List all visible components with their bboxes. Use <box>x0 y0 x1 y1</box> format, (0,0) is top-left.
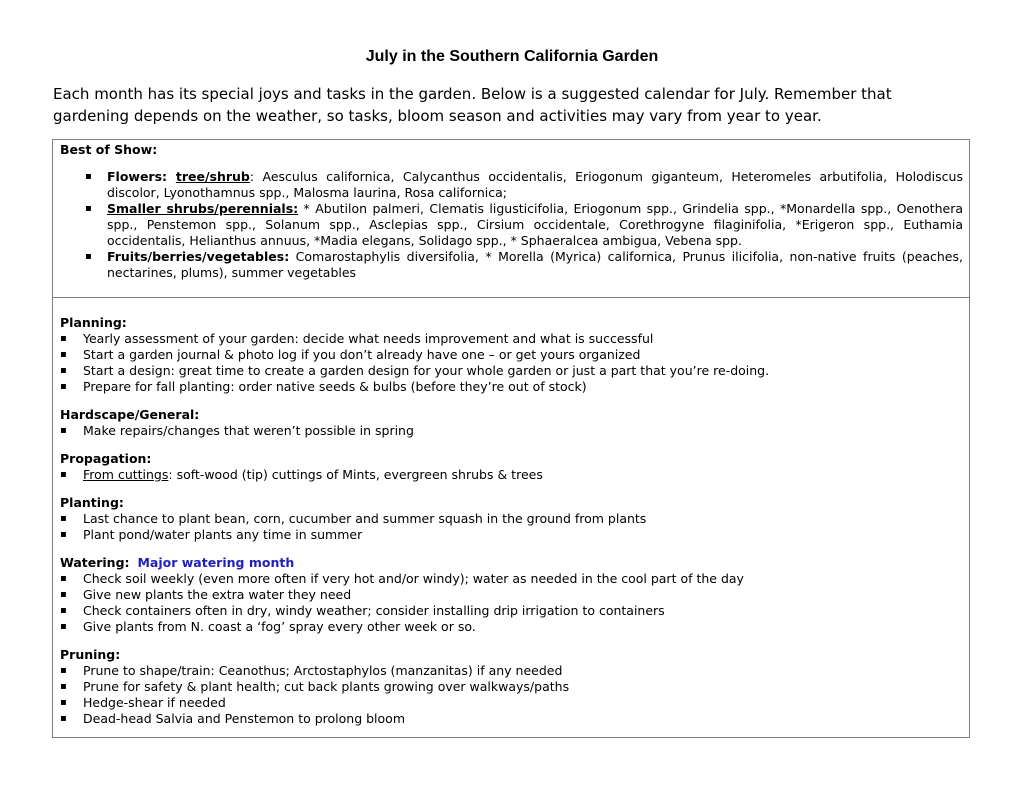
list-item-text: Give plants from N. coast a ‘fog’ spray every other week or so. <box>83 619 476 634</box>
propagation-section <box>60 451 963 483</box>
list-item <box>60 663 963 679</box>
square-bullet-icon: ▪ <box>60 681 67 692</box>
task-list <box>60 511 963 543</box>
task-list <box>60 663 963 727</box>
task-list <box>60 467 963 483</box>
from-cuttings-text: From cuttings <box>83 467 169 482</box>
section-heading-row <box>60 555 963 571</box>
list-item-text: Prune for safety & plant health; cut back plants growing over walkways/paths <box>83 679 570 694</box>
section-heading: Propagation: <box>60 451 152 466</box>
square-bullet-icon: ▪ <box>60 513 67 524</box>
tasks-box <box>52 297 970 738</box>
square-bullet-icon: ▪ <box>60 713 67 724</box>
best-item-label-suffix: : <box>249 169 255 184</box>
intro-paragraph <box>53 83 993 127</box>
best-item-text: * Abutilon palmeri, Clematis ligusticifolia, Eriogonum spp., Grindelia spp., *Monardella spp., Oenothera spp., Penstemon spp., Solanum spp., Asclepias spp., Cirsium occidentale, Corethrogyne filaginifolia, *Erigeron spp., Euthamia occidentalis, Helianthus annuus, *Madia elegans, Solidago spp., * Sphaeralcea ambigua, Vebena spp. <box>107 201 963 248</box>
list-item-text: Check containers often in dry, windy weather; consider installing drip irrigation to containers <box>83 603 665 618</box>
list-item <box>60 379 963 395</box>
square-bullet-icon: ▪ <box>85 171 92 182</box>
page-title: July in the Southern California Garden <box>365 48 659 65</box>
list-item-text: Hedge-shear if needed <box>83 695 226 710</box>
list-item-text: Prune to shape/train: Ceanothus; Arctostaphylos (manzanitas) if any needed <box>83 663 563 678</box>
section-heading: Hardscape/General: <box>60 407 200 422</box>
list-item <box>60 363 963 379</box>
square-bullet-icon: ▪ <box>60 589 67 600</box>
list-item-text: Last chance to plant bean, corn, cucumber and summer squash in the ground from plants <box>83 511 647 526</box>
best-item-label-underlined: tree/shrub <box>175 169 250 184</box>
square-bullet-icon: ▪ <box>60 469 67 480</box>
best-item-text: Comarostaphylis diversifolia, * Morella (Myrica) californica, Prunus ilicifolia, non-native fruits (peaches, nectarines, plums), summer vegetables <box>107 249 963 280</box>
list-item-text: Give new plants the extra water they need <box>83 587 352 602</box>
best-item-label: Fruits/berries/vegetables: <box>107 249 290 264</box>
list-item-text: : soft-wood (tip) cuttings of Mints, evergreen shrubs & trees <box>168 467 543 482</box>
major-watering-highlight: Major watering month <box>137 555 295 570</box>
square-bullet-icon: ▪ <box>60 349 67 360</box>
list-item <box>60 619 963 635</box>
list-item <box>60 711 963 727</box>
square-bullet-icon: ▪ <box>60 697 67 708</box>
list-item <box>60 423 963 439</box>
square-bullet-icon: ▪ <box>60 425 67 436</box>
list-item <box>60 511 963 527</box>
best-item-fruits <box>60 249 963 281</box>
list-item <box>60 331 963 347</box>
intro-line: Each month has its special joys and tasks in the garden. Below is a suggested calendar for July. Remember that <box>53 85 892 103</box>
best-of-show-box <box>52 139 970 298</box>
square-bullet-icon: ▪ <box>60 573 67 584</box>
square-bullet-icon: ▪ <box>60 665 67 676</box>
section-heading: Pruning: <box>60 647 121 662</box>
list-item-text: Start a garden journal & photo log if you don’t already have one – or get yours organized <box>83 347 641 362</box>
watering-section <box>60 555 963 635</box>
square-bullet-icon: ▪ <box>60 621 67 632</box>
list-item <box>60 587 963 603</box>
list-item <box>60 527 963 543</box>
best-item-smaller-shrubs <box>60 201 963 249</box>
best-of-show-list <box>60 169 963 281</box>
square-bullet-icon: ▪ <box>60 529 67 540</box>
hardscape-section <box>60 407 963 439</box>
section-heading: Watering: <box>60 555 130 570</box>
task-list <box>60 571 963 635</box>
list-item <box>60 679 963 695</box>
list-item <box>60 467 963 483</box>
task-list <box>60 423 963 439</box>
section-heading: Planning: <box>60 315 127 330</box>
square-bullet-icon: ▪ <box>60 605 67 616</box>
square-bullet-icon: ▪ <box>60 365 67 376</box>
square-bullet-icon: ▪ <box>85 203 92 214</box>
best-item-flowers <box>60 169 963 201</box>
planting-section <box>60 495 963 543</box>
section-heading: Planting: <box>60 495 124 510</box>
list-item-text: Dead-head Salvia and Penstemon to prolong bloom <box>83 711 405 726</box>
planning-section <box>60 315 963 395</box>
list-item-text: Plant pond/water plants any time in summer <box>83 527 363 542</box>
intro-line: gardening depends on the weather, so tasks, bloom season and activities may vary from year to year. <box>53 107 822 125</box>
list-item-text: Start a design: great time to create a garden design for your whole garden or just a part that you’re re-doing. <box>83 363 770 378</box>
best-item-text: Aesculus californica, Calycanthus occidentalis, Eriogonum giganteum, Heteromeles arbutifolia, Holodiscus discolor, Lyonothamnus spp., Malosma laurina, Rosa californica; <box>107 169 963 200</box>
list-item-text: Yearly assessment of your garden: decide what needs improvement and what is successful <box>83 331 654 346</box>
list-item-text: Check soil weekly (even more often if very hot and/or windy); water as needed in the cool part of the day <box>83 571 744 586</box>
list-item-text: Prepare for fall planting: order native seeds & bulbs (before they’re out of stock) <box>83 379 587 394</box>
square-bullet-icon: ▪ <box>60 381 67 392</box>
list-item <box>60 695 963 711</box>
square-bullet-icon: ▪ <box>85 251 92 262</box>
best-item-label-underlined: Smaller shrubs/perennials: <box>107 201 299 216</box>
pruning-section <box>60 647 963 727</box>
task-list <box>60 331 963 395</box>
list-item <box>60 603 963 619</box>
best-item-label: Flowers: <box>107 169 176 184</box>
square-bullet-icon: ▪ <box>60 333 67 344</box>
list-item <box>60 571 963 587</box>
list-item <box>60 347 963 363</box>
list-item-text: Make repairs/changes that weren’t possible in spring <box>83 423 414 438</box>
best-of-show-heading: Best of Show: <box>60 142 158 157</box>
